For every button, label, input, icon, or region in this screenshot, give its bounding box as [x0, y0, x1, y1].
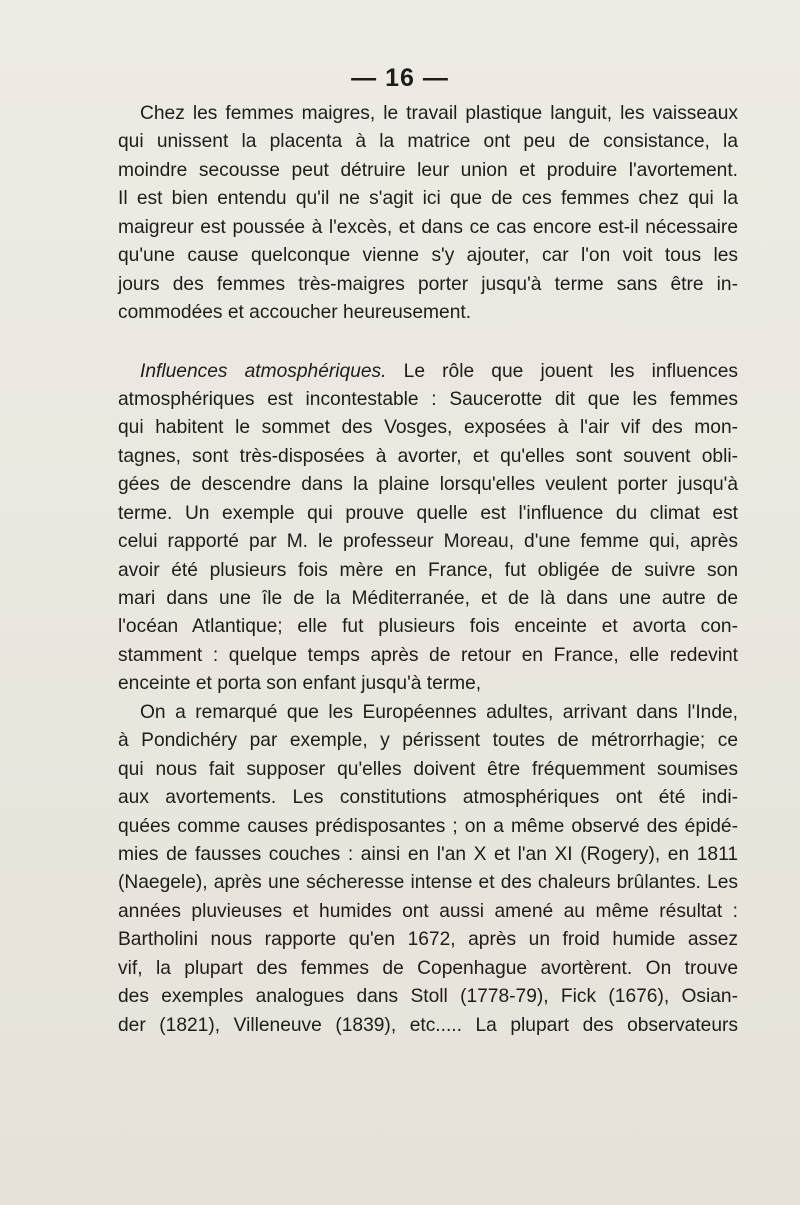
text-line: moindre secousse peut détruire leur union et produire l'avortement.	[118, 159, 738, 181]
text-line: jours des femmes très-maigres porter jusqu'à terme sans être in-	[118, 273, 738, 295]
text-line: Il est bien entendu qu'il ne s'agit ici que de ces femmes chez qui la	[118, 188, 738, 210]
text-line: maigreur est poussée à l'excès, et dans ce cas encore est-il nécessaire	[118, 216, 738, 238]
text-line: mies de fausses couches : ainsi en l'an X et l'an XI (Rogery), en 1811	[118, 843, 738, 865]
text-line: quées comme causes prédisposantes ; on a même observé des épidé-	[118, 815, 738, 837]
text-line: qui unissent la placenta à la matrice ont peu de consistance, la	[118, 131, 738, 153]
text-line: enceinte et porta son enfant jusqu'à terme,	[118, 673, 482, 695]
heading-continuation: Le rôle que jouent les influences	[403, 360, 738, 382]
text-line: (Naegele), après une sécheresse intense et des chaleurs brûlantes. Les	[118, 872, 738, 894]
text-line: des exemples analogues dans Stoll (1778-79), Fick (1676), Osian-	[118, 986, 738, 1008]
text-line: gées de descendre dans la plaine lorsqu'elles veulent porter jusqu'à	[118, 474, 738, 496]
text-line: celui rapporté par M. le professeur Moreau, d'une femme qui, après	[118, 531, 738, 553]
paragraph-lean-women	[118, 100, 738, 328]
text-line: aux avortements. Les constitutions atmosphériques ont été indi-	[118, 787, 738, 809]
text-line: commodées et accoucher heureusement.	[118, 302, 472, 324]
text-line: à Pondichéry par exemple, y périssent toutes de métrorrhagie; ce	[118, 730, 738, 752]
text-line: mari dans une île de la Méditerranée, et de là dans une autre de	[118, 588, 738, 609]
text-line: On a remarqué que les Européennes adultes, arrivant dans l'Inde,	[140, 701, 738, 723]
paragraph-gap	[118, 328, 738, 358]
text-line: Bartholini nous rapporte qu'en 1672, après un froid humide assez	[118, 929, 738, 951]
paragraph-europeans-india	[118, 699, 738, 1040]
text-line: vif, la plupart des femmes de Copenhague avortèrent. On trouve	[118, 957, 738, 979]
text-line: tagnes, sont très-disposées à avorter, et qu'elles sont souvent obli-	[118, 445, 738, 467]
text-line: der (1821), Villeneuve (1839), etc..... La plupart des observateurs	[118, 1014, 738, 1036]
text-line: années pluvieuses et humides ont aussi amené au même résultat :	[118, 900, 738, 922]
text-line: avoir été plusieurs fois mère en France, fut obligée de suivre son	[118, 559, 738, 581]
page-number: — 16 —	[351, 64, 449, 92]
text-line: qu'une cause quelconque vienne s'y ajouter, car l'on voit tous les	[118, 245, 738, 267]
text-line: qui habitent le sommet des Vosges, exposées à l'air vif des mon-	[118, 417, 738, 439]
text-line: l'océan Atlantique; elle fut plusieurs fois enceinte et avorta con-	[118, 616, 738, 638]
text-line: atmosphériques est incontestable : Saucerotte dit que les femmes	[118, 388, 738, 410]
text-line: Chez les femmes maigres, le travail plastique languit, les vaisseaux	[140, 103, 738, 124]
text-line: qui nous fait supposer qu'elles doivent être fréquemment soumises	[118, 758, 738, 780]
text-line	[118, 358, 738, 386]
body-text	[118, 100, 738, 1040]
section-heading: Influences atmosphériques.	[140, 360, 387, 382]
text-line: stamment : quelque temps après de retour en France, elle redevint	[118, 644, 738, 666]
text-line: terme. Un exemple qui prouve quelle est l'influence du climat est	[118, 502, 738, 524]
paragraph-atmospheric-influences	[118, 358, 738, 699]
